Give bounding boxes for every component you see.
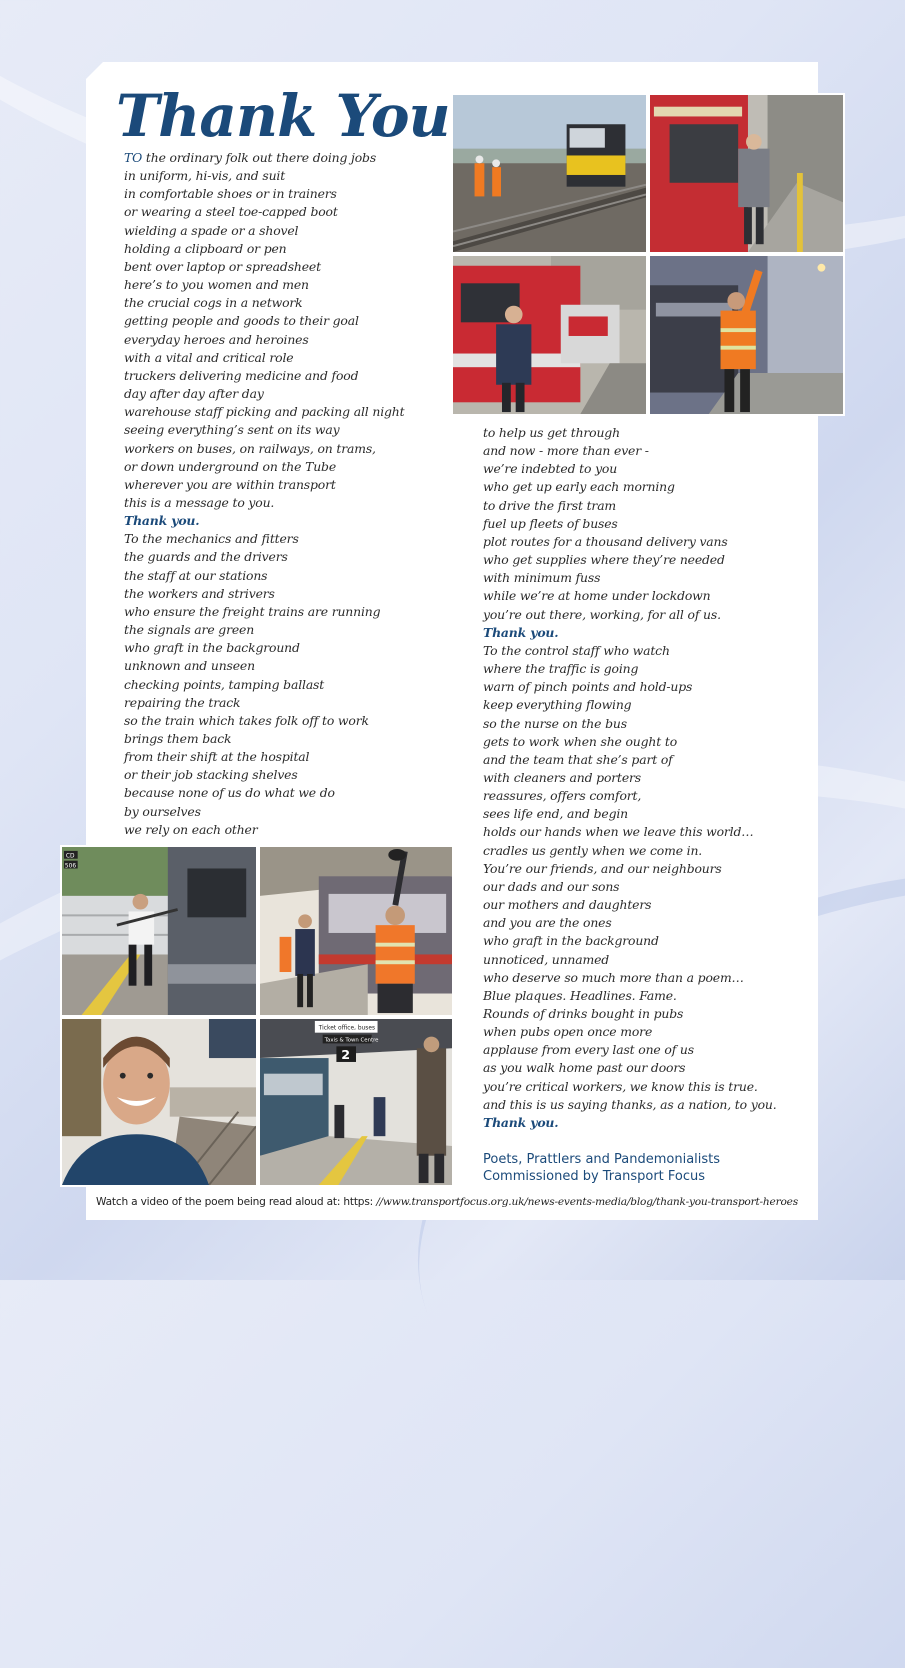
poem-column-left: [124, 149, 404, 839]
poem-line: the staff at our stations: [124, 567, 268, 583]
poem-line: our mothers and daughters: [483, 897, 652, 913]
poem-line: the signals are green: [124, 622, 255, 638]
photo-station-platform-passengers: [258, 1017, 454, 1187]
video-link-url[interactable]: //www.transportfocus.org.uk/news-events-media/blog/thank-you-transport-heroes: [376, 1196, 798, 1208]
photo-track-workers-train: [451, 93, 648, 254]
footer-prefix: Watch a video of the poem being read aloud at: https:: [96, 1196, 377, 1208]
poem-line: cradles us gently when we come in.: [483, 842, 703, 858]
poem-line: in uniform, hi-vis, and suit: [124, 168, 286, 184]
poem-line: our dads and our sons: [483, 878, 620, 894]
video-link-footer: [96, 1196, 798, 1208]
station-sign-town-centre: Taxis & Town Centre: [324, 1037, 379, 1044]
poem-line: we rely on each other: [124, 821, 258, 837]
poem-line: everyday heroes and heroines: [124, 331, 309, 347]
poem-line: wielding a spade or a shovel: [124, 222, 299, 238]
poem-line: To the control staff who watch: [483, 642, 670, 658]
poem-line: workers on buses, on railways, on trams,: [124, 440, 376, 456]
poem-line: seeing everything’s sent on its way: [124, 422, 340, 438]
signal-plate-code: CD: [65, 853, 75, 860]
poem-line: reassures, offers comfort,: [483, 788, 642, 804]
poem-line: gets to work when she ought to: [483, 733, 678, 749]
poem-line: here’s to you women and men: [124, 277, 309, 293]
poem-line: from their shift at the hospital: [124, 749, 310, 765]
poem-line: or their job stacking shelves: [124, 767, 298, 783]
photo-smiling-worker: [60, 1017, 258, 1187]
poem-line: to drive the first tram: [483, 497, 617, 513]
poem-line: as you walk home past our doors: [483, 1060, 686, 1076]
credits-commissioner: Commissioned by Transport Focus: [483, 1169, 706, 1184]
poem-line: because none of us do what we do: [124, 785, 335, 801]
poem-line: where the traffic is going: [483, 661, 639, 677]
poem-line: the workers and strivers: [124, 585, 275, 601]
poem-line: when pubs open once more: [483, 1024, 653, 1040]
poem-line: sees life end, and begin: [483, 806, 629, 822]
poem-line: getting people and goods to their goal: [124, 313, 359, 329]
poem-line: To the mechanics and fitters: [124, 531, 299, 547]
photo-red-train-passenger: [451, 254, 648, 416]
poem-line: the crucial cogs in a network: [124, 295, 303, 311]
poem-line: and you are the ones: [483, 915, 612, 931]
poem-line: and the team that she’s part of: [483, 751, 673, 767]
poem-line: bent over laptop or spreadsheet: [124, 258, 321, 274]
poem-line: the guards and the drivers: [124, 549, 288, 565]
poem-line: with minimum fuss: [483, 570, 601, 586]
poem-line: warehouse staff picking and packing all night: [124, 404, 405, 420]
poem-line: with a vital and critical role: [124, 349, 294, 365]
poem-line: holds our hands when we leave this world…: [483, 824, 754, 840]
credits-authors: Poets, Prattlers and Pandemonialists: [483, 1152, 721, 1167]
poem-line: fuel up fleets of buses: [483, 515, 618, 531]
signal-plate-number: 506: [64, 863, 77, 870]
poem-line: to help us get through: [483, 425, 620, 440]
poem-line: unnoticed, unnamed: [483, 951, 610, 967]
poem-line: warn of pinch points and hold-ups: [483, 679, 693, 695]
poem-line: unknown and unseen: [124, 658, 255, 674]
poem-line: who ensure the freight trains are running: [124, 603, 381, 619]
poem-refrain: Thank you.: [483, 624, 559, 640]
poem-line: keep everything flowing: [483, 697, 632, 713]
poem-line: day after day after day: [124, 386, 264, 402]
poem-line: who deserve so much more than a poem…: [483, 969, 744, 985]
poem-line: [124, 149, 404, 167]
poem-credits: [483, 1151, 720, 1185]
poem-line: who graft in the background: [124, 640, 300, 656]
poem-line: this is a message to you.: [124, 494, 275, 510]
poem-line: and this is us saying thanks, as a nation, to you.: [483, 1096, 777, 1112]
poem-line: or wearing a steel toe-capped boot: [124, 204, 338, 220]
page-title: Thank You: [116, 82, 450, 150]
poem-line: Blue plaques. Headlines. Fame.: [483, 987, 677, 1003]
poem-opening-capitals: TO: [124, 150, 143, 165]
poem-opening-line: the ordinary folk out there doing jobs: [142, 150, 377, 165]
poem-refrain: Thank you.: [124, 513, 200, 529]
photo-guard-platform: [648, 93, 845, 254]
photo-worker-with-tool: [60, 845, 258, 1017]
poem-line: checking points, tamping ballast: [124, 676, 325, 692]
poem-line: while we’re at home under lockdown: [483, 588, 711, 604]
station-sign-ticket-office: Ticket office, buses: [318, 1025, 376, 1032]
poem-line: we’re indebted to you: [483, 461, 618, 477]
poem-refrain: Thank you.: [483, 1114, 559, 1130]
poem-line: in comfortable shoes or in trainers: [124, 186, 337, 202]
poem-line: so the train which takes folk off to work: [124, 712, 369, 728]
photo-dispatcher-waving: [648, 254, 845, 416]
poem-line: plot routes for a thousand delivery vans: [483, 533, 728, 549]
poem-line: who get supplies where they’re needed: [483, 552, 725, 568]
poem-line: holding a clipboard or pen: [124, 240, 287, 256]
platform-number-sign: 2: [341, 1047, 351, 1063]
poem-line: applause from every last one of us: [483, 1042, 694, 1058]
poem-line: you’re out there, working, for all of us.: [483, 606, 721, 622]
poem-line: or down underground on the Tube: [124, 458, 336, 474]
poem-line: so the nurse on the bus: [483, 715, 627, 731]
poem-line: with cleaners and porters: [483, 769, 642, 785]
poem-line: repairing the track: [124, 694, 241, 710]
poem-line: you’re critical workers, we know this is true.: [483, 1078, 758, 1094]
poem-column-right: [483, 424, 777, 1132]
poem-line: truckers delivering medicine and food: [124, 367, 359, 383]
poem-line: who graft in the background: [483, 933, 659, 949]
poem-line: wherever you are within transport: [124, 476, 336, 492]
photo-platform-staff-flag: [258, 845, 454, 1017]
poem-line: by ourselves: [124, 803, 201, 819]
poem-line: brings them back: [124, 731, 232, 746]
poem-line: who get up early each morning: [483, 479, 675, 495]
poem-line: You’re our friends, and our neighbours: [483, 860, 722, 876]
poem-line: Rounds of drinks bought in pubs: [483, 1006, 684, 1021]
poem-line: and now - more than ever -: [483, 443, 649, 459]
